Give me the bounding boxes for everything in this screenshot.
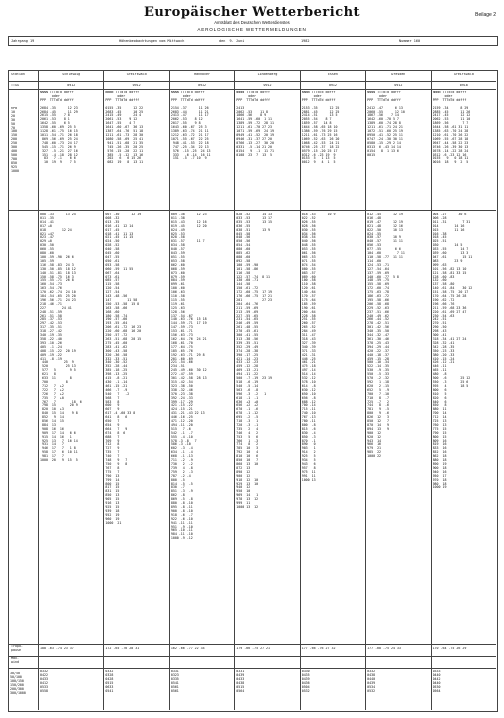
station-time: 0918	[459, 84, 468, 87]
maxwind-label: Max- wind	[11, 657, 19, 664]
tropopause-value: 170 -64 -75 26 29	[432, 647, 467, 650]
section-band: AEROLOGISCHE WETTERMELDUNGEN	[197, 27, 307, 32]
maxwind-block: 0333 0440 0442 0440 0530 0564	[432, 670, 441, 693]
time-row-label: TTGG	[11, 84, 19, 87]
significant-levels-block: 018 -43 10 9 022 -52 026 -55 028 -56 030 -55 034 -56 038 -54 040 -56 048 -55 053 -55 061 -56 065 -53 071 -55 074 -54 080 -55 083 -57 089 -60 100 -58 110 -58 120 -61 140 -64 170 -57 175 -64 185 -59 190 -61 200 -64 228 -58 251 -55 260 -57 265 -52 284 -49 311 -47 318 -43 327 -39 340 -39 371 -33 421 -31 446 -25 461 -21 475 -18 497 -14 514 -14 532 -12 578 -10 614 -8 630 -12 650 -10 656 -8 688 -12 700 -14 715 -11 740 -10 767 -13 780 -11 800 -8 815 -6 830 -4 850 -3 870 -1 890 0 903 1 914 2 925 5 934 5 943 6 957 8 975 11 991 11 1000 13	[301, 213, 336, 482]
station-time: 0912	[394, 84, 403, 87]
station-time: 0912	[67, 84, 76, 87]
significant-levels-block: 012 -45 12 19 016 -48 019 -47 12 19 021 -48 12 16 022 -50 10 13 024 -55 030 -57 10 9 040 -57 11 11 056 -53 077 -55 6 6 104 -60 7 11 110 -58 -77 11 11 114 -60 124 -53 -71 127 -54 -64 137 -59 -69 140 -60 -77 5 8 148 -59 -75 155 -58 -69 172 -60 -74 175 -63 -78 186 -63 -72 195 -58 -66 206 -58 -68 229 -52 -63 237 -51 -66 240 -49 -62 266 -44 -52 278 -42 -51 301 -42 -56 340 -35 -50 344 -32 -47 361 -30 -46 378 -25 -43 394 -29 -44 420 -22 -37 440 -18 -37 459 -15 -28 500 -10 -34 522 -14 -35 530 -9 -35 550 -5 -33 570 -2 -32 592 1 -18 620 2 -15 652 5 -9 700 7 -10 710 8 -7 725 -7 2 744 8 -6 781 9 -5 800 9 -6 826 12 3 850 12 7 870 14 9 894 13 9 900 12 920 12 943 14 966 16 979 21 985 22 1000 22	[367, 213, 405, 459]
station-name: Essen	[327, 73, 338, 76]
standard-levels-block: NNNN TTTdTd ddfff oder PPP TTTdTd ddfff 2412 -47 6 13 2060 -55 12 10 1867 -56 7 14 1642 -60 -70 5 7 1389 -60 -74 28 8 1211 -61 -71 24 21 1072 -51 -60 25 19 0950 -41 -52 25 11 0747 -24 -30 30 11 0580 -15 -29 2 14 0313 6 -43 14 14 0154 8 1 13 6 0015	[367, 91, 405, 157]
station-name: Schleswig	[62, 73, 81, 76]
station-name: Dresden	[391, 73, 406, 76]
standard-levels-block: NNNN TTTdTd ddfff oder PPP TTTdTd ddfff 2413 2062 -53 11 8 1866 -56 8 9 1641 -59 -60 1 11 1389 -59 -72 28 11 1211 -61 -70 27 23 1071 -59 -69 24 19 0949 -41 -52 20 19 0946 -31 -37 27 20 0766 -13 -27 30 20 0331 -5 -14 21 20 0154 9 -1 11 71 0108 23 7 13 5	[236, 91, 274, 157]
maxwind-block: 0331 0439 0433 0438 0515 0564	[236, 670, 245, 693]
station-time: 0912	[263, 84, 272, 87]
significant-levels-block: 008 -33 13 24 011 -35 014 -41 017 +0 018 12 24 021 +47 023 -47 029 +0 030 -50 060 -55 080 -60 100 -59 -90 26 6 105 -59 116 -58 -83 24 3 130 -50 -85 18 12 140 -51 -81 18 13 150 -58 -75 16 3 155 -55 -71 26 8 160 -54 -73 163 -54 -76 170 -62 -74 24 10 184 -54 -65 25 20 196 -56 -71 24 23 218 -46 -71 227 24 41 248 -51 -59 261 -51 -58 285 -37 -53 297 -42 -53 317 -35 -51 318 -27 -42 340 -19 -35 358 -22 -40 393 -10 -26 405 -1 -24 408 -15 -22 20 19 409 -19 -22 411 -8 -19 440 25 9 520 25 13 577 5 9 5 621 8 633 11 8 700 8 712 7 +2 722 7 +2 726 7 +2 735 7 +0 767 7 18 6 798 15 20 9 820 10 +3 840 15 14 9 8 852 9 14 856 14 15 884 13 908 16 16 909 17 14 6 6 915 14 16 1 925 13 7 16 14 931 14 7 946 17 7 1 8 958 17 6 10 11 981 17 7 1000 20 9 15 5	[40, 213, 82, 463]
significant-levels-block: 007 -30 12 19 008 -32 013 -35 016 -41 12 14 017 -45 018 -41 11 13 021 -45 11 15 024 -50 028 -52 040 -58 045 -60 047 -55 050 -61 053 -58 060 -59 11 55 067 -64 073 -61 085 -57 115 -58 120 -54 127 -54 143 -48 -56 147 11 58 150 -53 -58 15 8 163 -58 -66 168 -60 180 -58 -74 190 -57 -66 193 -55 -64 206 -61 -72 16 23 220 -60 -68 16 20 250 -57 -72 263 -51 -68 20 15 275 -45 -60 283 -41 -62 300 -43 -58 320 -36 -58 332 -33 -51 340 -30 -52 352 -28 -44 385 -18 -25 398 -13 -25 415 -8 -21 430 -1 -14 461 -15 -21 466 -7 -9 540 7 -2 568 7 583 8 600 9 607 9 617 -4 -60 33 8 641 8 6 650 7 654 9 664 7 9 674 8 6 688 7 709 9 712 8 727 9 735 7 740 7 748 9 7 750 9 8 767 8 775 7 790 13 799 14 800 15 817 15 831 15 850 13 905 15 916 13 925 15 939 18 952 19 960 19 1000 21	[105, 213, 142, 525]
tropopause-value: 188 -63 -74 23 37	[40, 647, 74, 650]
standard-levels-block: NNNN TTTdTd ddfff oder PPP TTTdTd ddfff 2684 -35 12 23 2684 -45 11 29 2615 -55 7 8 2061 -53 8 1 1642 -55 6 5 1358 -60 -69 25 5 1128 -61 -75 16 15 1011 -54 -71 26 18 869 -56 -69 25 24 748 -60 -73 24 17 545 -15 -71 26 9 327 -5 -21 27 16 151 -4 -18 28 12 83 7 -1 6 6 10 19 9 7 5	[40, 91, 78, 165]
tropo-label: Tropo- pause	[11, 645, 23, 652]
tropopause-value: 162 -66 -77 22 34	[170, 647, 205, 650]
standard-levels-block: NNNN TTTdTd ddfff oder PPP TTTdTd ddfff 2153 -35 12 25 2881 -45 12 25 2414 -51 13 5 2055 -54 8 7 1859 -57 14 8 1644 -58 -65 18 10 1386 -59 -76 29 15 1211 -61 -73 25 16 1069 -52 -63 26 20 1068 -42 -53 24 21 0746 -25 -37 18 22 0579 -15 -20 25 17 0312 -6 -23 19 9 0153 5 1 13 5 0012 9 4 1 5	[301, 91, 340, 165]
station-time: 0912	[198, 84, 207, 87]
maxwind-block: 0332 0422 0433 0412 0533 0558	[40, 670, 48, 693]
significant-levels-block: 028 -52 14 13 033 -53 13 17 035 -53 13 15 036 -55 038 -51 13 9 045 -58 048 -56 050 -56 054 -54 080 -60 085 -62 088 -60 092 -58 100 -59 -90 101 -58 -86 116 -58 122 -57 -74 8 11 130 -60 -71 144 -58 150 -61 -72 172 -60 -75 17 19 176 -66 -75 17 21 201 27 23 204 -64 -76 211 -59 -69 213 -59 -69 227 -55 -65 231 -54 -65 246 -49 -59 261 -48 -55 270 -45 -61 300 -41 -55 313 -38 -56 339 -35 -51 352 -29 -49 374 -28 -38 390 -17 -25 421 -14 -23 433 -12 -23 459 -12 -28 469 -13 -21 494 -11 -22 500 -7 -19 23 19 518 -6 -19 540 -5 -14 563 -6 -8 596 -3 -2 1 618 -1 -1 636 +3 +0 656 +2 +2 670 -1 -6 678 -1 -12 695 -2 -5 718 -3 1 720 -3 -1 735 2 4 746 4 2 753 5 6 766 1 -3 774 8 2 785 10 3 792 10 4 810 10 6 850 10 7 860 13 10 872 13 890 12 900 12 918 12 10 929 13 10 940 12 950 10 969 14 1 978 13 12 999 11 1000 13 12	[236, 213, 273, 509]
station-name: Greifswald	[453, 73, 474, 76]
jahrgang-label: Jahrgang 19	[11, 39, 35, 43]
station-time: 0912	[132, 84, 141, 87]
standard-levels-block: NNNN TTTdTd ddfff oder PPP TTTdTd ddfff 2154 -37 11 26 2683 -44 11 21 2413 -47 11 17 2062 -53 8 12 2017 -55 9 8 1643 -60 -67 25 3 1389 -63 -74 21 11 1212 -63 -72 21 17 1071 -55 -67 22 25 948 -41 -53 22 18 747 -25 -34 22 13 576 -15 -25 24 13 333 -6 -14 16 11 151 -5 -7 10 9	[170, 91, 211, 161]
standard-levels-block: NNNN TTTdTd ddfff oder PPP TTTdTd ddfff 0155 -35 12 22 2683 -45 10 25 2415 -49 24 4 2061 -53 9 12 1647 -55 4 7 1641 -60 -67 36 13 1387 -64 -76 51 18 1211 -61 -73 28 30 1080 -58 -69 25 41 941 -51 -68 21 35 745 -26 -35 20 25 576 -15 -20 22 11 385 -5 -12 13 16 202 6 6 15 26 082 19 8 13 11	[105, 91, 144, 165]
station-time: 0912	[328, 84, 337, 87]
maxwind-block: 0331 0323 0335 0541 0561 0561	[170, 670, 179, 693]
tropopause-value: 177 -68 -75 24 33	[367, 647, 401, 650]
maxwind-block: 0330 0435 0439 0436 0504 0532	[301, 670, 310, 693]
station-name: Greifswald	[126, 73, 147, 76]
maxwind-block: 0332 0438 0440 0439 0534 0532	[367, 670, 376, 693]
tropopause-value: 172 -65 -76 28 31	[105, 647, 140, 650]
standard-levels-block: NNNN TTTdTd ddfff oder PPP TTTdTd ddfff 2159 -34 8 29 2885 -45 11 26 2417 -45 12 12 2062 -53 11 10 1869 -56 7 7 1644 -58 -61 31 11 1385 -63 -70 24 28 1210 -61 -70 26 22 1069 -55 -67 28 18 0947 -44 -58 22 23 0746 -26 -39 30 13 0578 -14 -22 28 24 0312 -6 -23 12 16 0155 9 0 18 11 0016 18 9 2 5	[432, 91, 471, 165]
date-label: den 9. Juni	[219, 39, 245, 43]
nummer-label: Nummer 160	[399, 39, 421, 43]
maxwind-block: 0332 0328 0428 0515 0633 0541	[105, 670, 114, 693]
page-subtitle: Amtsblatt des Deutschen Wetterdienstes	[214, 20, 290, 25]
station-row-label: Station	[11, 73, 25, 76]
significant-levels-block: 009 -38 12 23 011 -38 015 -43 12 16 019 -45 12 20 024 -49 025 -53 028 -58 031 -57 11 7 034 -58 040 -57 043 -59 051 -55 053 -58 062 -60 068 -59 073 -60 079 -59 084 -59 099 -61 100 -60 106 -63 110 -58 115 -55 119 -61 125 -63 128 -56 137 -54 -67 140 -63 -76 15 18 144 -59 -71 17 19 147 -59 -73 153 -61 -71 156 -63 -73 162 -64 -76 24 21 168 -61 -70 177 -64 -75 185 -65 -76 192 -63 -71 29 8 201 -60 -69 221 -54 -66 234 -51 245 -49 -60 30 12 272 -47 -59 301 -42 -58 28 13 315 -42 -54 323 -38 -50 338 -32 -46 370 -23 -38 392 -24 -33 399 -17 -29 421 -15 -22 424 -15 -21 431 -21 -43 22 13 446 -16 -25 471 -12 -20 494 -11 -20 515 7 -6 542 -1 -7 555 -4 -10 578 -3 -8 7 586 -3 -10 602 -3 -4 634 -1 -4 668 -1 -13 711 -2 -9 730 2 -2 739 4 -8 759 2 -3 787 -2 -4 800 -5 814 -5 -5 830 -7 851 -3 -9 862 -8 869 -5 -8 880 -8 -10 895 -8 -11 900 -8 -10 918 -6 -7 922 -6 -10 941 -11 -11 951 -9 -10 965 -10 -11 984 -11 -10 1000 -9 -12	[170, 213, 207, 541]
page-title: Europäischer Wetterbericht	[143, 5, 361, 20]
station-name: Lindenberg	[257, 73, 278, 76]
significant-levels-block: 004 -27 30 6 006 -28 011 -31 T 31 014 14 16 015 11 16 016 -38 018 -45 025 -51 030 14 5 033 -55 14 7 039 -60 13 3 047 -61 15 11 083 23 9 099 -63 101 -56 -82 13 10 121 -58 -81 33 15 128 -60 -83 132 -60 137 -58 -80 140 -61 -84 30 12 151 -58 -75 20 17 170 -64 -75 26 28 190 -62 -72 196 -66 -76 211 -59 -68 23 36 220 -61 -69 27 47 230 -54 -63 242 -51 270 -51 290 -50 298 -43 300 -41 318 -34 -41 27 24 328 -32 -41 342 -28 -35 350 -23 -33 380 -20 -33 410 -15 -24 426 -12 -21 446 -11 465 -11 480 -8 500 -6 25 12 550 -3 25 6 595 4 18 5 600 6 610 5 620 6 640 6 650 8 680 11 700 14 712 14 725 13 760 13 775 15 790 15 800 15 809 16 819 16 833 16 852 16 862 18 880 18 890 19 900 18 940 16 950 17 970 18 980 18 1000 19	[432, 213, 473, 490]
year-label: 1982	[301, 39, 310, 43]
obs-label: Höhenbeobachtungen vom Mittwoch	[119, 39, 185, 43]
station-name: Hannover	[194, 73, 210, 76]
wind-level-labels: 30/50 50/100 100/150 150/200 200/300 300/1000	[10, 672, 26, 695]
level-labels: hPa 10 20 30 50 70 100 150 200 250 300 400 500 700 850 925 1000	[11, 107, 19, 173]
tropopause-value: 179 -66 -75 27 21	[236, 647, 271, 650]
beilage-label: Beilage 2	[475, 12, 496, 18]
tropopause-value: 177 -66 -76 27 32	[301, 647, 336, 650]
meta-row	[8, 36, 498, 46]
